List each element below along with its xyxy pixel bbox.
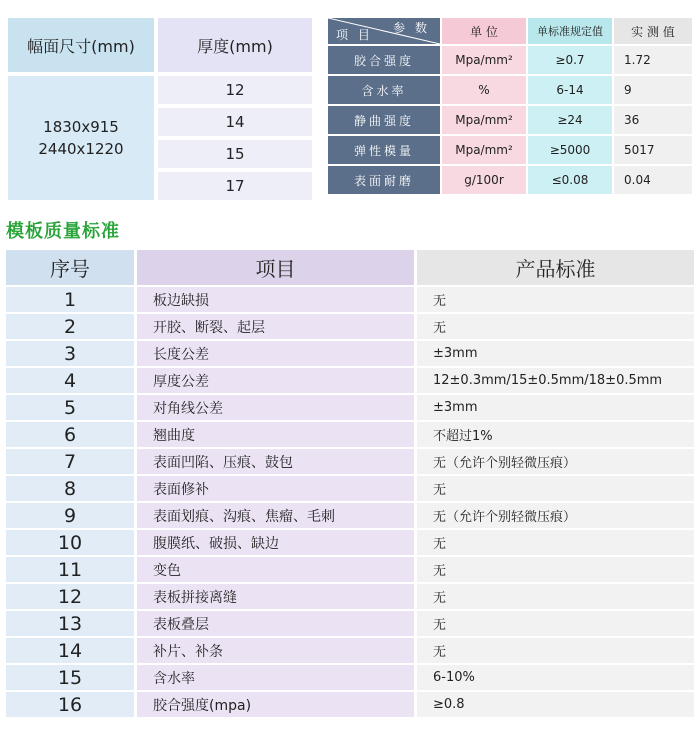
- item-param-header: [328, 18, 440, 44]
- row-item: 板边缺损: [137, 287, 414, 312]
- row-item: 含水率: [137, 665, 414, 690]
- row-standard: 不超过1%: [417, 422, 694, 447]
- table-row: [6, 314, 694, 339]
- table-row: [6, 476, 694, 501]
- row-number: 12: [6, 584, 134, 609]
- table-row: [6, 287, 694, 312]
- row-standard: 无: [417, 476, 694, 501]
- thickness-value: 15: [158, 140, 312, 168]
- thickness-value: 12: [158, 76, 312, 104]
- property-measured: 9: [614, 76, 692, 104]
- row-standard: 无: [417, 314, 694, 339]
- item-header: 项目: [137, 250, 414, 285]
- row-standard: ±3mm: [417, 395, 694, 420]
- row-item: 变色: [137, 557, 414, 582]
- row-item: 腹膜纸、破损、缺边: [137, 530, 414, 555]
- property-unit: Mpa/mm²: [442, 106, 526, 134]
- row-standard: 无: [417, 584, 694, 609]
- size-header: 幅面尺寸(mm): [8, 18, 154, 72]
- row-standard: 12±0.3mm/15±0.5mm/18±0.5mm: [417, 368, 694, 393]
- table-row: [6, 665, 694, 690]
- row-number: 13: [6, 611, 134, 636]
- row-standard: 6-10%: [417, 665, 694, 690]
- row-standard: ≥0.8: [417, 692, 694, 717]
- row-number: 3: [6, 341, 134, 366]
- row-standard: 无: [417, 530, 694, 555]
- row-item: 长度公差: [137, 341, 414, 366]
- property-measured: 1.72: [614, 46, 692, 74]
- property-name: 静曲强度: [328, 106, 440, 134]
- property-standard: ≥5000: [528, 136, 612, 164]
- table-row: [6, 395, 694, 420]
- row-standard: 无: [417, 557, 694, 582]
- measured-header: 实 测 值: [614, 18, 692, 44]
- row-standard: 无（允许个别轻微压痕）: [417, 503, 694, 528]
- size-value: 1830x915: [43, 118, 119, 136]
- quality-title: 模板质量标准: [6, 221, 120, 242]
- row-number: 8: [6, 476, 134, 501]
- row-number: 10: [6, 530, 134, 555]
- property-measured: 36: [614, 106, 692, 134]
- thickness-value: 17: [158, 172, 312, 200]
- size-values: [8, 76, 154, 200]
- row-item: 表面凹陷、压痕、鼓包: [137, 449, 414, 474]
- row-number: 2: [6, 314, 134, 339]
- table-row: [6, 692, 694, 717]
- row-standard: 无: [417, 611, 694, 636]
- row-item: 厚度公差: [137, 368, 414, 393]
- thickness-header: 厚度(mm): [158, 18, 312, 72]
- row-standard: 无: [417, 638, 694, 663]
- row-number: 15: [6, 665, 134, 690]
- row-item: 补片、补条: [137, 638, 414, 663]
- row-number: 16: [6, 692, 134, 717]
- row-number: 7: [6, 449, 134, 474]
- row-number: 5: [6, 395, 134, 420]
- row-item: 对角线公差: [137, 395, 414, 420]
- standard-header: 产品标准: [417, 250, 694, 285]
- row-item: 表面修补: [137, 476, 414, 501]
- param-header: 参 数: [393, 21, 430, 35]
- table-row: [6, 422, 694, 447]
- row-item: 翘曲度: [137, 422, 414, 447]
- property-unit: Mpa/mm²: [442, 136, 526, 164]
- row-standard: 无（允许个别轻微压痕）: [417, 449, 694, 474]
- no-header: 序号: [6, 250, 134, 285]
- row-number: 6: [6, 422, 134, 447]
- row-number: 14: [6, 638, 134, 663]
- property-name: 胶合强度: [328, 46, 440, 74]
- property-measured: 5017: [614, 136, 692, 164]
- table-row: [6, 638, 694, 663]
- property-name: 含水率: [328, 76, 440, 104]
- item-header: 项 目: [336, 28, 373, 42]
- row-item: 开胶、断裂、起层: [137, 314, 414, 339]
- property-unit: %: [442, 76, 526, 104]
- property-standard: ≥24: [528, 106, 612, 134]
- property-measured: 0.04: [614, 166, 692, 194]
- size-table: [8, 18, 312, 200]
- row-number: 9: [6, 503, 134, 528]
- size-value: 2440x1220: [38, 140, 124, 158]
- property-standard: 6-14: [528, 76, 612, 104]
- property-name: 表面耐磨: [328, 166, 440, 194]
- table-row: [6, 341, 694, 366]
- row-number: 11: [6, 557, 134, 582]
- row-item: 表面划痕、沟痕、焦瘤、毛刺: [137, 503, 414, 528]
- row-item: 表板叠层: [137, 611, 414, 636]
- thickness-value: 14: [158, 108, 312, 136]
- row-item: 表板拼接离缝: [137, 584, 414, 609]
- table-row: [6, 611, 694, 636]
- property-unit: g/100r: [442, 166, 526, 194]
- row-standard: 无: [417, 287, 694, 312]
- table-row: [6, 503, 694, 528]
- row-standard: ±3mm: [417, 341, 694, 366]
- table-row: [6, 449, 694, 474]
- row-number: 1: [6, 287, 134, 312]
- property-standard: ≥0.7: [528, 46, 612, 74]
- property-standard: ≤0.08: [528, 166, 612, 194]
- table-row: [6, 368, 694, 393]
- unit-header: 单 位: [442, 18, 526, 44]
- property-name: 弹性模量: [328, 136, 440, 164]
- table-row: [6, 584, 694, 609]
- table-row: [6, 557, 694, 582]
- row-item: 胶合强度(mpa): [137, 692, 414, 717]
- property-table: [328, 18, 692, 200]
- standard-header: 单标准规定值: [528, 18, 612, 44]
- row-number: 4: [6, 368, 134, 393]
- table-row: [6, 530, 694, 555]
- property-unit: Mpa/mm²: [442, 46, 526, 74]
